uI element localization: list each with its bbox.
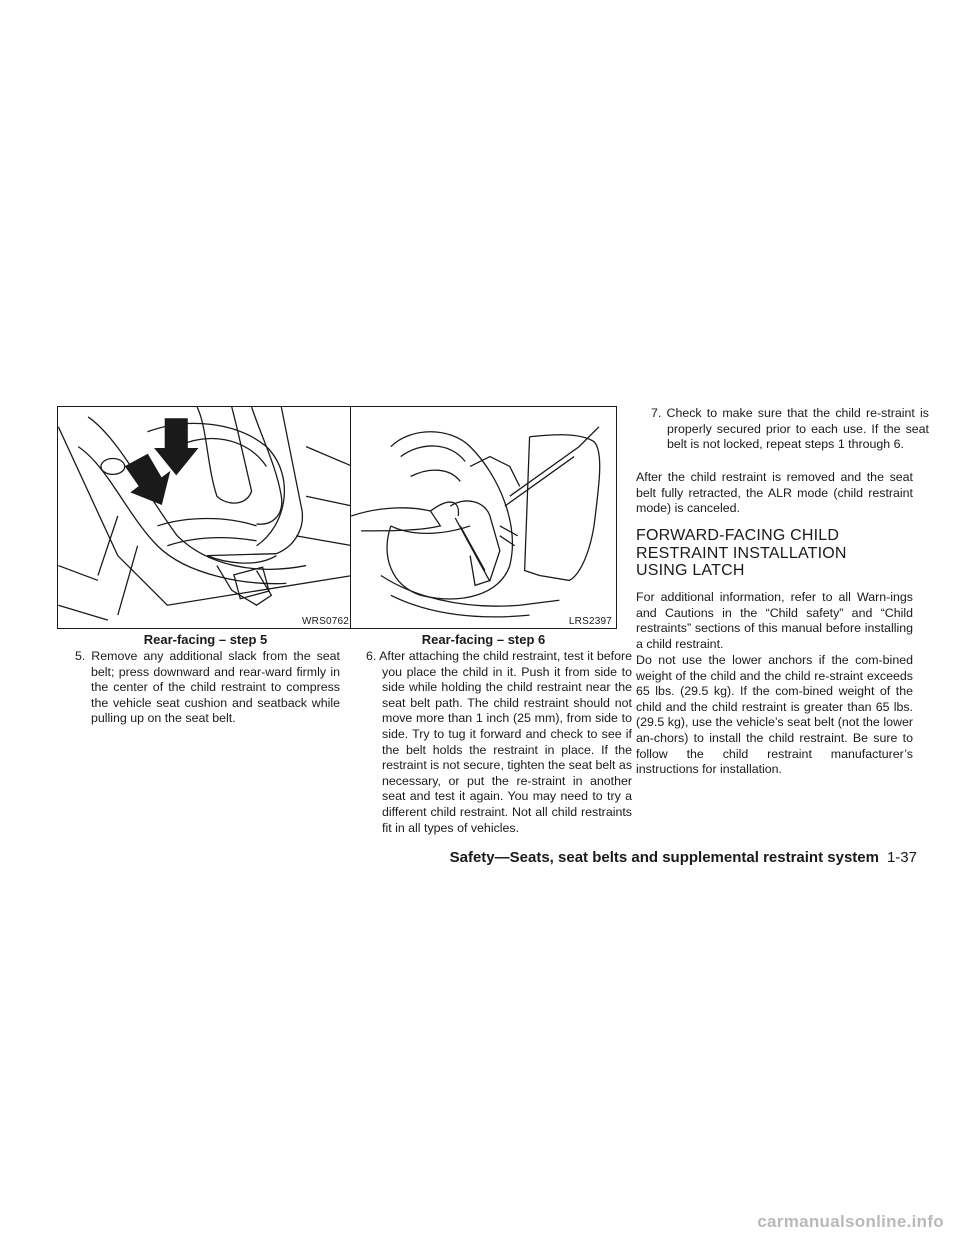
after-removal-paragraph: After the child restraint is removed and the seat belt fully retracted, the ALR mode (child restraint mode) is canceled. — [636, 470, 913, 516]
figure-rear-facing-step5 — [57, 406, 354, 629]
step-6: 6. After attaching the child restraint, test it before you place the child in it. Push it from side to side while holding the child restraint near the seat belt path. The child restraint should not move more than 1 inch (25 mm), from side to side. Try to tug it forward and check to see if the belt holds the restraint in place. If the restraint is not secure, tighten the seat belt as necessary, or put the re-straint in another seat and test it again. You may need to try a different child restraint. Not all child restraints fit in all types of vehicles. — [366, 649, 633, 835]
step-5: 5. Remove any additional slack from the seat belt; press downward and rear-ward firmly in the center of the child restraint to compress the vehicle seat cushion and seatback while pulling up on the seat belt. — [75, 649, 340, 726]
figure-caption: Rear-facing – step 6 — [421, 632, 546, 647]
child-seat-tug-illustration-icon — [351, 407, 616, 628]
step-7: 7. Check to make sure that the child re-straint is properly secured prior to each use. If the seat belt is not locked, repeat steps 1 through 6. — [651, 406, 929, 452]
page-footer — [0, 849, 917, 866]
figure-caption: Rear-facing – step 5 — [143, 632, 268, 647]
figure-code: LRS2397 — [568, 616, 612, 627]
weight-paragraph: Do not use the lower anchors if the com-bined weight of the child and the child re-straint exceeds 65 lbs. (29.5 kg). If the com-bined weight of the child and the child restraint is greater than 65 lbs. (29.5 kg), use the vehicle’s seat belt (not the lower an-chors) to install the child restraint. Be sure to follow the child restraint manufacturer’s instructions for installation. — [636, 653, 913, 777]
watermark: carmanualsonline.info — [757, 1212, 944, 1231]
child-seat-compress-illustration-icon — [58, 407, 353, 628]
footer-section-title: Safety—Seats, seat belts and supplemental restraint system — [449, 849, 879, 866]
figure-rear-facing-step6 — [350, 406, 617, 629]
info-paragraph: For additional information, refer to all Warn-ings and Cautions in the “Child safety” and “Child restraints” sections of this manual before installing a child restraint. — [636, 590, 913, 651]
section-heading: FORWARD-FACING CHILD RESTRAINT INSTALLATION USING LATCH — [636, 527, 847, 579]
figure-code: WRS0762 — [302, 616, 349, 627]
page-number: 1-37 — [886, 849, 917, 866]
